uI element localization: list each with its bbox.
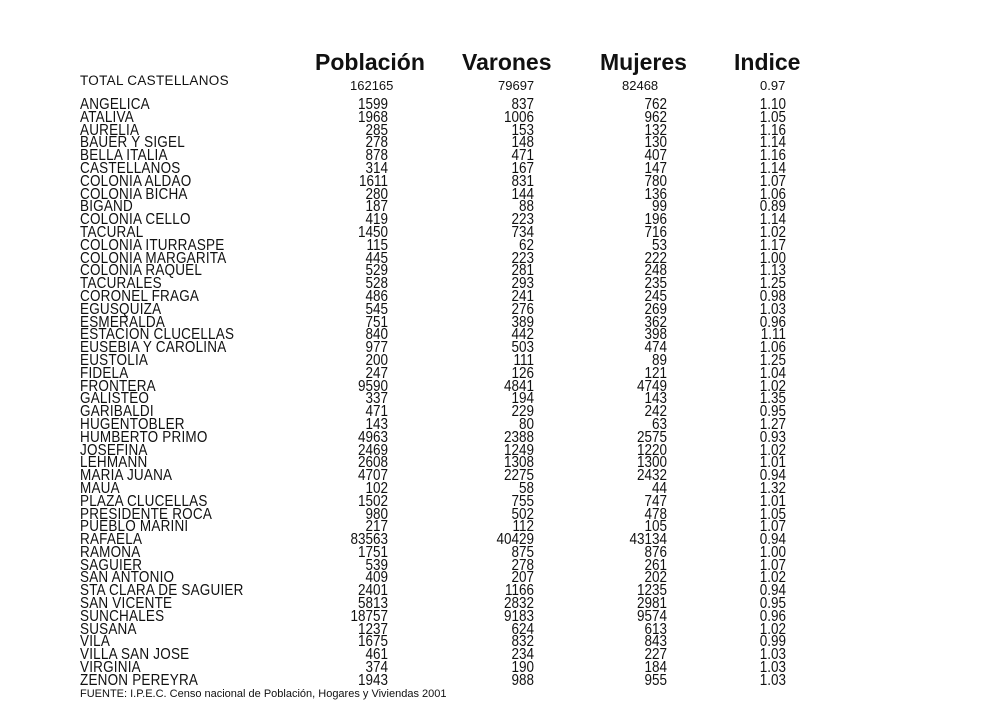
row-indice: 1.01 bbox=[759, 452, 786, 471]
row-name: COLONIA ALDAO bbox=[80, 171, 192, 190]
row-poblacion: 445 bbox=[365, 248, 388, 266]
row-indice: 1.05 bbox=[759, 107, 786, 126]
row-indice: 1.04 bbox=[759, 363, 786, 382]
row-mujeres: 876 bbox=[644, 542, 667, 561]
table-row bbox=[0, 337, 1000, 356]
row-poblacion: 83563 bbox=[350, 529, 388, 548]
row-name: GALISTEO bbox=[80, 388, 150, 407]
table-row bbox=[0, 542, 1000, 561]
row-mujeres: 407 bbox=[644, 145, 667, 164]
row-indice: 1.03 bbox=[759, 644, 786, 663]
row-indice: 0.93 bbox=[759, 427, 786, 446]
table-row bbox=[0, 465, 1000, 484]
row-mujeres: 716 bbox=[644, 222, 667, 241]
table-row bbox=[0, 427, 1000, 446]
row-name: COLONIA BICHA bbox=[80, 184, 188, 202]
row-varones: 1166 bbox=[504, 580, 534, 599]
row-poblacion: 1943 bbox=[357, 670, 388, 689]
row-poblacion: 409 bbox=[365, 568, 388, 586]
row-indice: 0.96 bbox=[759, 312, 786, 330]
row-name: FRONTERA bbox=[80, 376, 156, 394]
row-varones: 624 bbox=[511, 619, 534, 638]
row-varones: 241 bbox=[511, 286, 534, 305]
row-name: MARIA JUANA bbox=[80, 465, 173, 484]
table-row bbox=[0, 440, 1000, 458]
row-indice: 1.11 bbox=[760, 324, 786, 343]
total-label: TOTAL CASTELLANOS bbox=[80, 73, 229, 88]
row-poblacion: 419 bbox=[365, 209, 388, 228]
row-poblacion: 1502 bbox=[357, 491, 388, 510]
row-indice: 0.98 bbox=[759, 286, 786, 305]
row-indice: 1.10 bbox=[759, 94, 786, 113]
row-poblacion: 217 bbox=[365, 516, 388, 535]
row-mujeres: 242 bbox=[644, 401, 667, 420]
row-poblacion: 18757 bbox=[350, 606, 388, 625]
row-poblacion: 4963 bbox=[357, 427, 388, 446]
row-indice: 1.17 bbox=[759, 235, 786, 254]
row-varones: 502 bbox=[511, 504, 534, 522]
row-varones: 1006 bbox=[503, 107, 534, 126]
header-poblacion: Población bbox=[315, 49, 425, 75]
row-poblacion: 529 bbox=[365, 260, 388, 279]
row-poblacion: 1675 bbox=[357, 632, 388, 650]
row-indice: 1.25 bbox=[759, 350, 786, 369]
row-poblacion: 5813 bbox=[357, 593, 388, 612]
row-mujeres: 53 bbox=[651, 235, 667, 254]
row-poblacion: 280 bbox=[365, 184, 388, 202]
row-indice: 1.06 bbox=[759, 337, 786, 356]
row-indice: 1.25 bbox=[759, 273, 786, 292]
row-name: GARIBALDI bbox=[80, 401, 154, 420]
row-name: RAMONA bbox=[80, 542, 141, 561]
table-row bbox=[0, 184, 1000, 202]
row-name: MAUA bbox=[80, 478, 120, 497]
row-indice: 1.03 bbox=[759, 657, 786, 676]
row-indice: 1.02 bbox=[759, 568, 786, 586]
row-name: SUSANA bbox=[80, 619, 137, 638]
row-indice: 0.95 bbox=[759, 401, 786, 420]
row-varones: 9183 bbox=[503, 606, 534, 625]
row-mujeres: 235 bbox=[644, 273, 667, 292]
row-poblacion: 200 bbox=[365, 350, 388, 369]
table-row bbox=[0, 606, 1000, 625]
row-mujeres: 202 bbox=[644, 568, 667, 586]
row-name: COLONIA RAQUEL bbox=[80, 260, 203, 279]
row-mujeres: 2981 bbox=[636, 593, 667, 612]
row-varones: 167 bbox=[511, 158, 534, 177]
row-mujeres: 245 bbox=[644, 286, 667, 305]
row-poblacion: 2401 bbox=[357, 580, 388, 599]
row-varones: 276 bbox=[511, 299, 534, 318]
row-indice: 1.02 bbox=[759, 222, 786, 241]
row-mujeres: 99 bbox=[651, 197, 667, 215]
table-row bbox=[0, 670, 1000, 689]
total-indice: 0.97 bbox=[760, 78, 786, 93]
row-indice: 1.00 bbox=[759, 542, 786, 561]
row-poblacion: 2469 bbox=[357, 440, 388, 458]
row-varones: 111 bbox=[513, 350, 534, 369]
table-row bbox=[0, 209, 1000, 228]
row-varones: 58 bbox=[518, 478, 534, 497]
row-poblacion: 115 bbox=[366, 235, 388, 254]
row-poblacion: 840 bbox=[365, 324, 388, 343]
table-row bbox=[0, 376, 1000, 394]
row-varones: 223 bbox=[511, 248, 534, 266]
row-indice: 0.89 bbox=[759, 197, 786, 215]
row-name: HUMBERTO PRIMO bbox=[80, 427, 208, 446]
row-varones: 148 bbox=[511, 133, 534, 151]
row-varones: 837 bbox=[511, 94, 534, 113]
row-poblacion: 1237 bbox=[357, 619, 388, 638]
row-poblacion: 9590 bbox=[357, 376, 388, 394]
row-poblacion: 1450 bbox=[357, 222, 388, 241]
row-varones: 207 bbox=[511, 568, 534, 586]
row-poblacion: 878 bbox=[365, 145, 388, 164]
row-varones: 126 bbox=[511, 363, 534, 382]
source-footnote: FUENTE: I.P.E.C. Censo nacional de Población, Hogares y Viviendas 2001 bbox=[80, 688, 447, 700]
row-mujeres: 762 bbox=[644, 94, 667, 113]
row-varones: 755 bbox=[511, 491, 534, 510]
row-name: PRESIDENTE ROCA bbox=[80, 504, 213, 522]
row-mujeres: 362 bbox=[644, 312, 667, 330]
row-name: TACURALES bbox=[80, 273, 162, 292]
row-mujeres: 474 bbox=[644, 337, 667, 356]
row-mujeres: 269 bbox=[644, 299, 667, 318]
row-mujeres: 132 bbox=[644, 120, 667, 138]
row-varones: 62 bbox=[518, 235, 534, 254]
row-mujeres: 136 bbox=[644, 184, 667, 202]
row-varones: 988 bbox=[511, 670, 534, 689]
row-varones: 389 bbox=[511, 312, 534, 330]
row-varones: 734 bbox=[511, 222, 534, 241]
row-name: BELLA ITALIA bbox=[80, 145, 168, 164]
row-varones: 875 bbox=[511, 542, 534, 561]
row-poblacion: 337 bbox=[365, 388, 388, 407]
row-indice: 1.07 bbox=[759, 516, 786, 535]
row-name: EGUSQUIZA bbox=[80, 299, 162, 318]
table-row bbox=[0, 619, 1000, 638]
row-mujeres: 261 bbox=[644, 555, 667, 574]
row-poblacion: 285 bbox=[365, 120, 388, 138]
row-varones: 2832 bbox=[503, 593, 534, 612]
row-name: HUGENTOBLER bbox=[80, 414, 185, 433]
row-varones: 112 bbox=[512, 516, 534, 535]
row-name: ESTACION CLUCELLAS bbox=[80, 324, 235, 343]
row-mujeres: 89 bbox=[651, 350, 667, 369]
row-indice: 1.02 bbox=[759, 619, 786, 638]
data-table bbox=[0, 94, 1000, 689]
row-varones: 229 bbox=[511, 401, 534, 420]
row-name: VILLA SAN JOSE bbox=[80, 644, 190, 663]
row-poblacion: 539 bbox=[365, 555, 388, 574]
row-poblacion: 374 bbox=[365, 657, 388, 676]
row-varones: 442 bbox=[511, 324, 534, 343]
row-name: CORONEL FRAGA bbox=[80, 286, 200, 305]
row-mujeres: 196 bbox=[644, 209, 667, 228]
row-name: SAN VICENTE bbox=[80, 593, 173, 612]
table-row bbox=[0, 107, 1000, 126]
row-indice: 0.95 bbox=[759, 593, 786, 612]
row-mujeres: 63 bbox=[651, 414, 667, 433]
row-varones: 194 bbox=[511, 388, 534, 407]
row-name: VILA bbox=[80, 632, 111, 650]
row-mujeres: 248 bbox=[644, 260, 667, 279]
row-name: STA CLARA DE SAGUIER bbox=[80, 580, 244, 599]
table-row bbox=[0, 94, 1000, 113]
row-name: VIRGINIA bbox=[80, 657, 141, 676]
row-indice: 1.35 bbox=[759, 388, 786, 407]
row-mujeres: 147 bbox=[644, 158, 667, 177]
row-mujeres: 44 bbox=[651, 478, 667, 497]
row-indice: 1.27 bbox=[759, 414, 786, 433]
row-indice: 1.00 bbox=[759, 248, 786, 266]
row-poblacion: 278 bbox=[365, 133, 388, 151]
row-mujeres: 227 bbox=[644, 644, 667, 663]
row-poblacion: 143 bbox=[365, 414, 388, 433]
row-name: COLONIA MARGARITA bbox=[80, 248, 227, 266]
row-name: SAN ANTONIO bbox=[80, 568, 175, 586]
row-name: COLONIA ITURRASPE bbox=[80, 235, 225, 254]
row-poblacion: 102 bbox=[365, 478, 388, 497]
row-varones: 503 bbox=[511, 337, 534, 356]
total-varones: 79697 bbox=[498, 78, 535, 93]
row-mujeres: 184 bbox=[644, 657, 667, 676]
row-indice: 0.99 bbox=[759, 632, 786, 650]
row-mujeres: 130 bbox=[644, 133, 667, 151]
row-indice: 1.02 bbox=[759, 376, 786, 394]
row-mujeres: 747 bbox=[644, 491, 667, 510]
row-mujeres: 962 bbox=[644, 107, 667, 126]
row-indice: 1.14 bbox=[759, 158, 786, 177]
row-poblacion: 314 bbox=[365, 158, 388, 177]
row-varones: 144 bbox=[511, 184, 534, 202]
row-indice: 1.01 bbox=[759, 491, 786, 510]
total-mujeres: 82468 bbox=[622, 78, 659, 93]
row-poblacion: 486 bbox=[365, 286, 388, 305]
row-varones: 831 bbox=[511, 171, 534, 190]
row-varones: 223 bbox=[511, 209, 534, 228]
header-mujeres: Mujeres bbox=[600, 49, 687, 75]
row-indice: 1.14 bbox=[759, 209, 786, 228]
row-mujeres: 2575 bbox=[636, 427, 667, 446]
row-mujeres: 478 bbox=[644, 504, 667, 522]
row-name: FIDELA bbox=[80, 363, 129, 382]
row-varones: 1308 bbox=[503, 452, 534, 471]
total-poblacion: 162165 bbox=[350, 78, 394, 93]
row-name: EUSEBIA Y CAROLINA bbox=[80, 337, 227, 356]
row-indice: 1.16 bbox=[759, 120, 786, 138]
row-name: PLAZA CLUCELLAS bbox=[80, 491, 208, 510]
row-poblacion: 751 bbox=[365, 312, 388, 330]
row-indice: 1.32 bbox=[759, 478, 786, 497]
row-name: CASTELLANOS bbox=[80, 158, 181, 177]
row-name: ESMERALDA bbox=[80, 312, 166, 330]
row-name: ZENON PEREYRA bbox=[80, 670, 199, 689]
row-indice: 1.07 bbox=[759, 171, 786, 190]
row-varones: 88 bbox=[518, 197, 534, 215]
row-poblacion: 471 bbox=[365, 401, 388, 420]
row-varones: 281 bbox=[511, 260, 534, 279]
row-mujeres: 105 bbox=[644, 516, 667, 535]
row-poblacion: 1611 bbox=[358, 171, 388, 190]
row-name: COLONIA CELLO bbox=[80, 209, 191, 228]
row-indice: 0.94 bbox=[759, 465, 786, 484]
row-name: TACURAL bbox=[80, 222, 144, 241]
row-poblacion: 528 bbox=[365, 273, 388, 292]
row-varones: 293 bbox=[511, 273, 534, 292]
row-poblacion: 1751 bbox=[357, 542, 388, 561]
row-name: ATALIVA bbox=[80, 107, 134, 126]
row-indice: 0.94 bbox=[759, 529, 786, 548]
row-indice: 1.03 bbox=[759, 299, 786, 318]
row-mujeres: 613 bbox=[644, 619, 667, 638]
row-varones: 4841 bbox=[503, 376, 534, 394]
row-varones: 278 bbox=[511, 555, 534, 574]
row-poblacion: 1599 bbox=[357, 94, 388, 113]
header-varones: Varones bbox=[462, 49, 552, 75]
row-varones: 234 bbox=[511, 644, 534, 663]
row-varones: 80 bbox=[518, 414, 534, 433]
table-row bbox=[0, 644, 1000, 663]
row-poblacion: 461 bbox=[365, 644, 388, 663]
row-poblacion: 1968 bbox=[357, 107, 388, 126]
row-name: AURELIA bbox=[80, 120, 140, 138]
row-mujeres: 955 bbox=[644, 670, 667, 689]
table-row bbox=[0, 529, 1000, 548]
row-indice: 0.96 bbox=[759, 606, 786, 625]
row-indice: 1.02 bbox=[759, 440, 786, 458]
row-varones: 40429 bbox=[496, 529, 534, 548]
row-mujeres: 1220 bbox=[636, 440, 667, 458]
row-mujeres: 143 bbox=[644, 388, 667, 407]
row-varones: 2275 bbox=[503, 465, 534, 484]
row-poblacion: 2608 bbox=[357, 452, 388, 471]
row-name: EUSTOLIA bbox=[80, 350, 149, 369]
row-indice: 1.13 bbox=[759, 260, 786, 279]
table-row bbox=[0, 350, 1000, 369]
row-mujeres: 1300 bbox=[636, 452, 667, 471]
row-name: BAUER Y SIGEL bbox=[80, 133, 185, 151]
row-name: LEHMANN bbox=[80, 452, 148, 471]
row-varones: 2388 bbox=[503, 427, 534, 446]
row-name: BIGAND bbox=[80, 197, 133, 215]
row-indice: 1.07 bbox=[759, 555, 786, 574]
row-indice: 1.03 bbox=[759, 670, 786, 689]
row-mujeres: 398 bbox=[644, 324, 667, 343]
header-indice: Indice bbox=[734, 49, 801, 75]
row-varones: 1249 bbox=[503, 440, 534, 458]
row-indice: 1.06 bbox=[759, 184, 786, 202]
row-indice: 0.94 bbox=[759, 580, 786, 599]
row-poblacion: 4707 bbox=[357, 465, 388, 484]
row-name: SAGUIER bbox=[80, 555, 143, 574]
row-poblacion: 545 bbox=[365, 299, 388, 318]
row-mujeres: 43134 bbox=[629, 529, 667, 548]
row-mujeres: 9574 bbox=[636, 606, 667, 625]
row-poblacion: 187 bbox=[365, 197, 388, 215]
row-name: RAFAELA bbox=[80, 529, 143, 548]
row-mujeres: 1235 bbox=[636, 580, 667, 599]
row-indice: 1.05 bbox=[759, 504, 786, 522]
row-varones: 471 bbox=[511, 145, 534, 164]
row-indice: 1.16 bbox=[759, 145, 786, 164]
row-poblacion: 977 bbox=[365, 337, 388, 356]
row-poblacion: 247 bbox=[365, 363, 388, 382]
row-name: JOSEFINA bbox=[80, 440, 148, 458]
row-mujeres: 222 bbox=[644, 248, 667, 266]
row-mujeres: 121 bbox=[644, 363, 667, 382]
row-name: ANGELICA bbox=[80, 94, 150, 113]
row-varones: 832 bbox=[511, 632, 534, 650]
row-mujeres: 4749 bbox=[636, 376, 667, 394]
row-name: PUEBLO MARINI bbox=[80, 516, 189, 535]
row-poblacion: 980 bbox=[365, 504, 388, 522]
row-name: SUNCHALES bbox=[80, 606, 165, 625]
row-mujeres: 2432 bbox=[636, 465, 667, 484]
row-varones: 153 bbox=[511, 120, 534, 138]
row-mujeres: 843 bbox=[644, 632, 667, 650]
row-mujeres: 780 bbox=[644, 171, 667, 190]
row-varones: 190 bbox=[511, 657, 534, 676]
row-indice: 1.14 bbox=[759, 133, 786, 151]
